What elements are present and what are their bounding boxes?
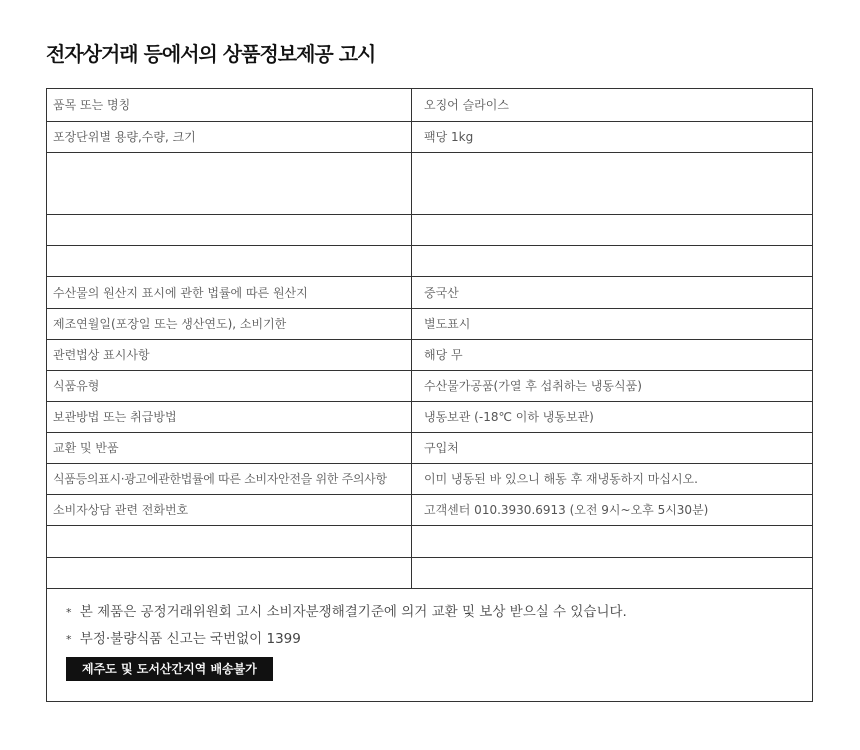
row-label: 품목 또는 명칭 xyxy=(47,89,412,121)
row-value xyxy=(412,152,813,214)
row-value: 팩당 1kg xyxy=(412,121,813,152)
row-label xyxy=(47,557,412,588)
row-value: 중국산 xyxy=(412,276,813,308)
table-row xyxy=(47,308,812,339)
star-bullet: * xyxy=(66,632,72,646)
row-value: 오징어 슬라이스 xyxy=(412,89,813,121)
row-label: 소비자상담 관련 전화번호 xyxy=(47,494,412,525)
notes-section xyxy=(47,589,812,681)
row-value: 수산물가공품(가열 후 섭취하는 냉동식품) xyxy=(412,370,813,401)
table-row xyxy=(47,370,812,401)
row-label: 교환 및 반품 xyxy=(47,432,412,463)
row-label xyxy=(47,245,412,276)
table-row xyxy=(47,245,812,276)
table-row xyxy=(47,214,812,245)
note-report-text: 부정·불량식품 신고는 국번없이 1399 xyxy=(79,630,301,647)
table-row xyxy=(47,432,812,463)
row-value xyxy=(412,525,813,557)
row-label xyxy=(47,152,412,214)
row-value: 별도표시 xyxy=(412,308,813,339)
table-row xyxy=(47,463,812,494)
table-row xyxy=(47,557,812,588)
table-row xyxy=(47,121,812,152)
note-report xyxy=(66,628,812,655)
row-value xyxy=(412,245,813,276)
row-value xyxy=(412,214,813,245)
row-label: 관련법상 표시사항 xyxy=(47,339,412,370)
table-row xyxy=(47,152,812,214)
product-info-table xyxy=(47,89,812,589)
table-row xyxy=(47,276,812,308)
row-value xyxy=(412,557,813,588)
row-label xyxy=(47,525,412,557)
table-row xyxy=(47,339,812,370)
row-value: 해당 무 xyxy=(412,339,813,370)
row-label xyxy=(47,214,412,245)
row-label: 포장단위별 용량,수량, 크기 xyxy=(47,121,412,152)
row-value: 구입처 xyxy=(412,432,813,463)
row-value: 고객센터 010.3930.6913 (오전 9시~오후 5시30분) xyxy=(412,494,813,525)
row-label: 보관방법 또는 취급방법 xyxy=(47,401,412,432)
note-exchange-text: 본 제품은 공정거래위원회 고시 소비자분쟁해결기준에 의거 교환 및 보상 받으실 수 있습니다. xyxy=(79,603,627,620)
row-label: 수산물의 원산지 표시에 관한 법률에 따른 원산지 xyxy=(47,276,412,308)
table-row xyxy=(47,89,812,121)
row-label: 식품등의표시·광고에관한법률에 따른 소비자안전을 위한 주의사항 xyxy=(47,463,412,494)
page-title: 전자상거래 등에서의 상품정보제공 고시 xyxy=(46,42,376,66)
no-shipping-badge: 제주도 및 도서산간지역 배송불가 xyxy=(66,657,273,681)
table-row xyxy=(47,494,812,525)
table-row xyxy=(47,401,812,432)
row-value: 이미 냉동된 바 있으니 해동 후 재냉동하지 마십시오. xyxy=(412,463,813,494)
row-label: 식품유형 xyxy=(47,370,412,401)
star-bullet: * xyxy=(66,605,72,619)
row-label: 제조연월일(포장일 또는 생산연도), 소비기한 xyxy=(47,308,412,339)
row-value: 냉동보관 (-18℃ 이하 냉동보관) xyxy=(412,401,813,432)
note-exchange xyxy=(66,601,812,628)
product-info-box xyxy=(46,88,813,702)
table-row xyxy=(47,525,812,557)
